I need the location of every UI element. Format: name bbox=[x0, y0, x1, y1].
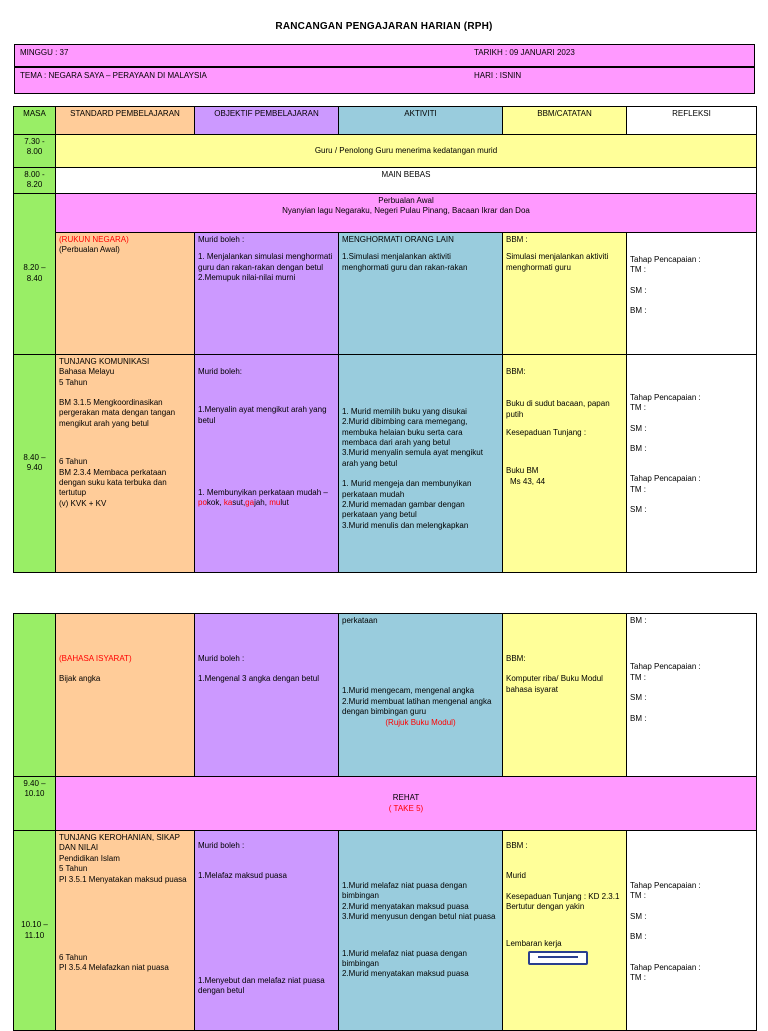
table-row bbox=[14, 831, 757, 1031]
standard-text: Pendidikan Islam bbox=[59, 853, 120, 863]
objektif-red-syllable: ga bbox=[245, 498, 255, 508]
standard-text: Bijak angka bbox=[59, 674, 101, 684]
objektif-head: Murid boleh : bbox=[198, 654, 245, 663]
objektif-head: Murid boleh : bbox=[198, 841, 245, 850]
aktiviti-text: 1. Murid memilih buku yang disukai bbox=[342, 406, 467, 416]
tarikh-label: TARIKH : 09 JANUARI 2023 bbox=[474, 48, 575, 57]
aktiviti-text: 3.Murid menyalin semula ayat mengikut arah yang betul bbox=[342, 448, 483, 468]
objektif-head: Murid boleh: bbox=[198, 366, 243, 376]
refleksi-text: BM : bbox=[630, 305, 647, 315]
table-row bbox=[14, 777, 757, 831]
aktiviti-text: 1.Simulasi menjalankan aktiviti menghormati guru dan rakan-rakan bbox=[342, 252, 468, 272]
refleksi-text: Tahap Pencapaian : bbox=[630, 662, 701, 672]
aktiviti-cell bbox=[339, 354, 503, 572]
masa-cell bbox=[14, 614, 56, 777]
table-header-row bbox=[14, 107, 757, 135]
banner-line: Perbualan Awal bbox=[378, 195, 434, 205]
refleksi-text: Tahap Pencapaian : bbox=[630, 474, 701, 484]
refleksi-text: BM : bbox=[630, 932, 647, 942]
objektif-text bbox=[198, 488, 335, 509]
aktiviti-text: 3.Murid menulis dan melengkapkan bbox=[342, 520, 469, 530]
standard-cell bbox=[56, 831, 195, 1031]
main-bebas-cell: MAIN BEBAS bbox=[56, 168, 757, 194]
banner-line: Nyanyian lagu Negaraku, Negeri Pulau Pinang, Bacaan Ikrar dan Doa bbox=[282, 206, 530, 216]
standard-text: TUNJANG KEROHANIAN, SIKAP DAN NILAI bbox=[59, 833, 180, 853]
refleksi-text: TM : bbox=[630, 672, 646, 682]
bbm-text: Kesepaduan Tunjang : KD 2.3.1 Bertutur dengan yakin bbox=[506, 891, 620, 912]
objektif-text: 1. Menjalankan simulasi menghormati guru dan rakan-rakan dengan betul bbox=[198, 252, 333, 272]
table-row bbox=[14, 354, 757, 572]
bbm-cell bbox=[503, 354, 627, 572]
rph-table-upper bbox=[13, 106, 757, 573]
rehat-cell bbox=[56, 777, 757, 831]
objektif-head: Murid boleh : bbox=[198, 234, 245, 244]
rehat-label: REHAT bbox=[392, 793, 420, 803]
standard-text: BM 2.3.4 Membaca perkataan dengan suku kata terbuka dan tertutup bbox=[59, 467, 167, 498]
standard-text: PI 3.5.4 Melafazkan niat puasa bbox=[59, 963, 169, 973]
refleksi-text: SM : bbox=[630, 423, 647, 433]
aktiviti-cell bbox=[339, 614, 503, 777]
bbm-text: Lembaran kerja bbox=[506, 938, 562, 948]
bbm-head: BBM : bbox=[506, 234, 528, 244]
standard-cell bbox=[56, 354, 195, 572]
bbm-text: Murid bbox=[506, 871, 527, 881]
objektif-cell bbox=[195, 831, 339, 1031]
bbm-cell bbox=[503, 614, 627, 777]
table-row bbox=[14, 193, 757, 232]
bbm-head: BBM : bbox=[506, 841, 528, 850]
objektif-text: 1.Melafaz maksud puasa bbox=[198, 871, 287, 881]
objektif-part: jah, bbox=[254, 498, 267, 508]
standard-text: BM 3.1.5 Mengkoordinasikan pergerakan mata dengan tangan mengikut arah yang betul bbox=[59, 397, 176, 428]
col-header-aktiviti: AKTIVITI bbox=[339, 107, 503, 135]
aktiviti-text: 3.Murid menyusun dengan betul niat puasa bbox=[342, 912, 496, 922]
standard-text: Bahasa Melayu bbox=[59, 367, 115, 377]
perbualan-banner bbox=[56, 193, 757, 232]
reception-cell: Guru / Penolong Guru menerima kedatangan murid bbox=[56, 135, 757, 168]
objektif-cell bbox=[195, 614, 339, 777]
standard-red-label: (BAHASA ISYARAT) bbox=[59, 654, 132, 663]
refleksi-cell bbox=[627, 354, 757, 572]
rph-table-lower bbox=[13, 613, 757, 1031]
refleksi-text: SM : bbox=[630, 285, 647, 295]
col-header-objektif: OBJEKTIF PEMBELAJARAN bbox=[195, 107, 339, 135]
aktiviti-text: 2.Murid menyatakan maksud puasa bbox=[342, 901, 469, 911]
rehat-red-label: ( TAKE 5) bbox=[388, 803, 424, 813]
refleksi-text: TM : bbox=[630, 403, 646, 413]
hari-label: HARI : ISNIN bbox=[474, 71, 522, 80]
table-row bbox=[14, 135, 757, 168]
refleksi-text: Tahap Pencapaian : bbox=[630, 962, 701, 972]
aktiviti-text: 1.Murid mengecam, mengenal angka bbox=[342, 686, 475, 696]
objektif-part: lut bbox=[280, 498, 289, 508]
objektif-red-syllable: po bbox=[198, 498, 207, 508]
aktiviti-text: 1.Murid melafaz niat puasa dengan bimbingan bbox=[342, 881, 467, 901]
col-header-masa: MASA bbox=[14, 107, 56, 135]
objektif-red-syllable: mu bbox=[269, 498, 281, 508]
refleksi-text: Tahap Pencapaian : bbox=[630, 881, 701, 890]
standard-text: (v) KVK + KV bbox=[59, 498, 107, 508]
masa-cell: 10.10 – 11.10 bbox=[14, 831, 56, 1031]
refleksi-cell bbox=[627, 614, 757, 777]
standard-cell bbox=[56, 614, 195, 777]
aktiviti-cell bbox=[339, 831, 503, 1031]
refleksi-text: SM : bbox=[630, 505, 647, 515]
refleksi-text: Tahap Pencapaian : bbox=[630, 392, 701, 402]
objektif-cell bbox=[195, 232, 339, 354]
bbm-cell bbox=[503, 831, 627, 1031]
objektif-text: 1.Mengenal 3 angka dengan betul bbox=[198, 674, 319, 684]
standard-red-label: (RUKUN NEGARA) bbox=[59, 234, 129, 244]
aktiviti-text: 1. Murid mengeja dan membunyikan perkataan mudah bbox=[342, 479, 472, 499]
objektif-part: 1. Membunyikan perkataan mudah – bbox=[198, 487, 328, 497]
aktiviti-text: 2.Murid membuat latihan mengenal angka dengan bimbingan guru bbox=[342, 696, 492, 717]
aktiviti-red-note: (Rujuk Buku Modul) bbox=[385, 717, 456, 727]
refleksi-text: TM : bbox=[630, 972, 646, 982]
page-title: RANCANGAN PENGAJARAN HARIAN (RPH) bbox=[275, 21, 493, 32]
tema-label: TEMA : NEGARA SAYA – PERAYAAN DI MALAYSIA bbox=[20, 71, 207, 80]
refleksi-cell bbox=[627, 831, 757, 1031]
standard-text: 5 Tahun bbox=[59, 864, 88, 874]
refleksi-text: BM : bbox=[630, 713, 647, 723]
aktiviti-cell bbox=[339, 232, 503, 354]
table-row bbox=[14, 168, 757, 194]
bbm-text: Komputer riba/ Buku Modul bahasa isyarat bbox=[506, 674, 603, 694]
col-header-bbm: BBM/CATATAN bbox=[503, 107, 627, 135]
standard-text: PI 3.5.1 Menyatakan maksud puasa bbox=[59, 874, 187, 884]
standard-text: TUNJANG KOMUNIKASI bbox=[59, 356, 150, 366]
objektif-cell bbox=[195, 354, 339, 572]
aktiviti-text: 2.Murid dibimbing cara memegang, membuka helaian buku serta cara membaca dari arah yang betul bbox=[342, 417, 468, 447]
standard-cell bbox=[56, 232, 195, 354]
standard-text: 5 Tahun bbox=[59, 377, 88, 387]
aktiviti-text: 2.Murid menyatakan maksud puasa bbox=[342, 969, 469, 979]
refleksi-text: SM : bbox=[630, 911, 647, 921]
col-header-standard: STANDARD PEMBELAJARAN bbox=[56, 107, 195, 135]
objektif-text: 2.Memupuk nilai-nilai murni bbox=[198, 272, 296, 282]
minggu-label: MINGGU : 37 bbox=[20, 48, 69, 57]
refleksi-text: Tahap Pencapaian : bbox=[630, 254, 701, 264]
objektif-text: 1.Menyebut dan melafaz niat puasa dengan betul bbox=[198, 975, 325, 996]
masa-cell: 7.30 - 8.00 bbox=[14, 135, 56, 168]
standard-text: 6 Tahun bbox=[59, 952, 88, 962]
refleksi-text: SM : bbox=[630, 693, 647, 703]
bbm-head: BBM: bbox=[506, 366, 526, 376]
refleksi-cell bbox=[627, 232, 757, 354]
objektif-part: kok, bbox=[206, 498, 224, 508]
refleksi-text: TM : bbox=[630, 265, 646, 275]
worksheet-image-icon bbox=[528, 951, 588, 965]
header-row-tema bbox=[14, 67, 755, 94]
objektif-text: 1.Menyalin ayat mengikut arah yang betul bbox=[198, 405, 327, 425]
bbm-cell bbox=[503, 232, 627, 354]
aktiviti-text: perkataan bbox=[342, 616, 378, 625]
bbm-text: Kesepaduan Tunjang : bbox=[506, 427, 587, 437]
masa-cell: 8.00 - 8.20 bbox=[14, 168, 56, 194]
aktiviti-text: 2.Murid memadan gambar dengan perkataan yang betul bbox=[342, 499, 465, 520]
col-header-refleksi: REFLEKSI bbox=[627, 107, 757, 135]
bbm-head: BBM: bbox=[506, 654, 526, 663]
bbm-text: Buku BM bbox=[506, 466, 539, 476]
refleksi-text: BM : bbox=[630, 443, 647, 453]
refleksi-text: BM : bbox=[630, 616, 647, 625]
refleksi-text: TM : bbox=[630, 891, 646, 901]
masa-cell: 8.20 – 8.40 bbox=[14, 193, 56, 354]
objektif-part: sut, bbox=[232, 498, 246, 508]
table-row bbox=[14, 232, 757, 354]
bbm-text: Buku di sudut bacaan, papan putih bbox=[506, 399, 610, 419]
refleksi-text: TM : bbox=[630, 484, 646, 494]
masa-cell: 8.40 – 9.40 bbox=[14, 354, 56, 572]
bbm-text: Simulasi menjalankan aktiviti menghormati guru bbox=[506, 252, 609, 272]
standard-text: (Perbualan Awal) bbox=[59, 245, 120, 255]
header-row-minggu bbox=[14, 44, 755, 67]
bbm-text: Ms 43, 44 bbox=[510, 476, 546, 486]
objektif-red-syllable: ka bbox=[223, 498, 233, 508]
aktiviti-text: 1.Murid melafaz niat puasa dengan bimbingan bbox=[342, 948, 467, 968]
aktiviti-head: MENGHORMATI ORANG LAIN bbox=[342, 234, 454, 244]
standard-text: 6 Tahun bbox=[59, 457, 88, 467]
table-row bbox=[14, 614, 757, 777]
masa-cell: 9.40 – 10.10 bbox=[14, 777, 56, 831]
